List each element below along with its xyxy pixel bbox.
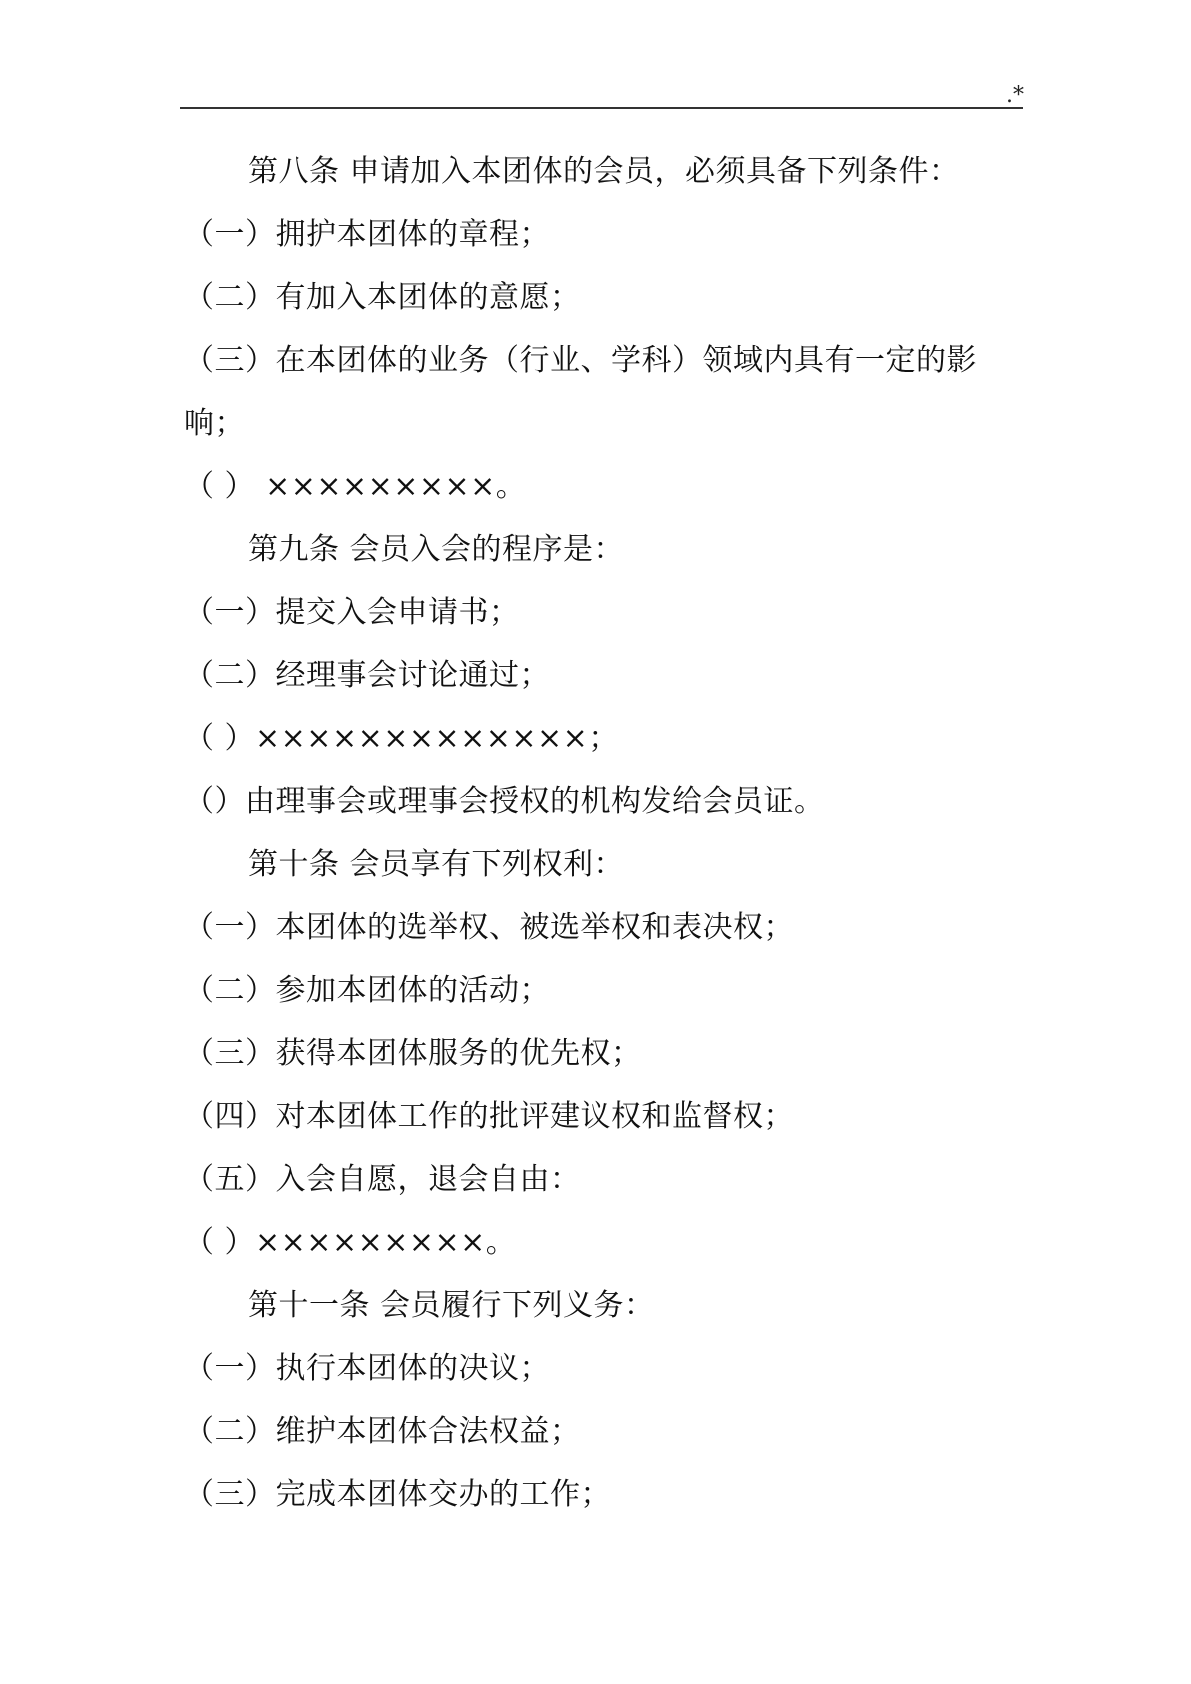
article-9-item-2: （二）经理事会讨论通过； [184, 658, 550, 693]
article-8-item-3-continued: 响； [184, 406, 245, 441]
document-body [184, 140, 1030, 1526]
article-10-item-4: （四）对本团体工作的批评建议权和监督权； [184, 1099, 794, 1134]
article-10-item-1: （一）本团体的选举权、被选举权和表决权； [184, 910, 794, 945]
article-8-heading: 第八条 申请加入本团体的会员，必须具备下列条件： [248, 154, 960, 189]
article-10-heading: 第十条 会员享有下列权利： [248, 847, 625, 882]
article-8-item-placeholder: （ ） ×××××××××。 [184, 469, 527, 504]
article-10-item-2: （二）参加本团体的活动； [184, 973, 550, 1008]
article-8-item-3: （三）在本团体的业务（行业、学科）领域内具有一定的影 [184, 343, 977, 378]
article-9-item-last: （）由理事会或理事会授权的机构发给会员证。 [184, 784, 825, 819]
article-8-item-1: （一）拥护本团体的章程； [184, 217, 550, 252]
article-10-item-3: （三）获得本团体服务的优先权； [184, 1036, 642, 1071]
article-11-item-1: （一）执行本团体的决议； [184, 1351, 550, 1386]
article-9-heading: 第九条 会员入会的程序是： [248, 532, 625, 567]
article-10-item-5: （五）入会自愿，退会自由： [184, 1162, 581, 1197]
article-8-item-2: （二）有加入本团体的意愿； [184, 280, 581, 315]
header-rule [180, 107, 1023, 109]
article-9-item-placeholder: （ ）×××××××××××××； [184, 721, 619, 756]
article-11-item-2: （二）维护本团体合法权益； [184, 1414, 581, 1449]
header-mark: .* [1006, 83, 1024, 108]
article-10-item-placeholder: （ ）×××××××××。 [184, 1225, 517, 1260]
article-9-item-1: （一）提交入会申请书； [184, 595, 520, 630]
article-11-item-3: （三）完成本团体交办的工作； [184, 1477, 611, 1512]
article-11-heading: 第十一条 会员履行下列义务： [248, 1288, 655, 1323]
